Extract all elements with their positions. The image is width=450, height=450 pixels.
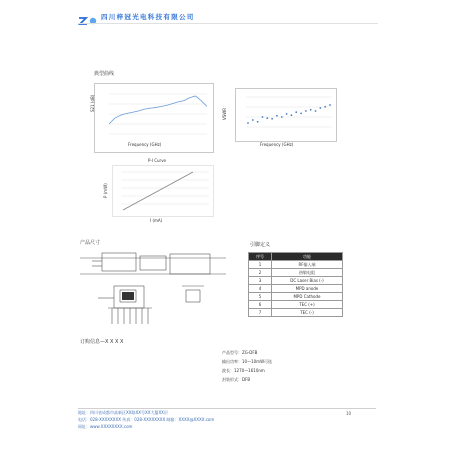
pin-number: 5 <box>249 293 272 301</box>
footer-divider <box>78 408 376 409</box>
s21-series-line <box>109 96 207 124</box>
pin-number: 2 <box>249 269 272 277</box>
pin-function: DC Laser Bias (-) <box>272 277 343 285</box>
vswr-point <box>266 117 268 119</box>
vswr-point <box>252 119 254 121</box>
vswr-point <box>310 109 312 111</box>
vswr-chart-plot <box>236 89 336 141</box>
pin-function: TEC (+) <box>272 301 343 309</box>
vswr-chart <box>235 88 337 142</box>
vswr-point <box>300 113 302 115</box>
vswr-point <box>295 111 297 113</box>
vswr-point <box>247 122 249 124</box>
pin-function: TEC (-) <box>272 309 343 317</box>
pi-series-line <box>123 172 193 210</box>
pin-function: RF输入端 <box>272 261 343 269</box>
pi-chart-plot <box>113 166 213 216</box>
pi-xlabel: I (mA) <box>150 218 163 223</box>
table-row <box>249 309 343 317</box>
pin-function: MPD Cathode <box>272 293 343 301</box>
vswr-ylabel: VSWR <box>222 107 227 120</box>
pin-number: 3 <box>249 277 272 285</box>
footer-contact: 电话：028-XXXXXXXX 传真：028-XXXXXXXX 邮箱：XXXX@XXXX.com <box>78 417 215 422</box>
table-row <box>249 269 343 277</box>
order-title: 订购信息—X X X X <box>80 339 124 345</box>
vswr-point <box>315 110 317 112</box>
vswr-point <box>319 107 321 109</box>
pi-chart-title: P-I Curve <box>148 158 167 163</box>
vswr-point <box>276 115 278 117</box>
pi-ylabel: P (mW) <box>103 183 108 198</box>
vswr-point <box>291 114 293 116</box>
pin-title: 引脚定义 <box>250 242 271 248</box>
vswr-point <box>329 104 331 106</box>
dimensions-title: 产品尺寸 <box>80 240 101 246</box>
table-row <box>249 301 343 309</box>
logo-mark-icon <box>78 16 100 26</box>
order-line: 输出功率：10—10mW可选 <box>222 359 273 364</box>
vswr-point <box>305 110 307 112</box>
order-line: 波长：1270—1610nm <box>222 368 265 373</box>
pin-number: 4 <box>249 285 272 293</box>
table-row <box>249 285 343 293</box>
table-row <box>249 277 343 285</box>
table-row <box>249 293 343 301</box>
vswr-point <box>324 106 326 108</box>
table-row <box>249 261 343 269</box>
pi-chart <box>112 165 214 217</box>
dimension-drawing <box>78 248 228 338</box>
pin-col-number: 序号 <box>249 253 272 261</box>
company-name: 四川梓冠光电科技有限公司 <box>101 13 195 21</box>
vswr-point <box>281 116 283 118</box>
pin-col-function: 功能 <box>272 253 343 261</box>
vswr-point <box>257 121 259 123</box>
pin-table-header <box>249 253 343 261</box>
s21-xlabel: Frequency (GHz) <box>128 142 162 147</box>
pin-number: 1 <box>249 261 272 269</box>
curves-title: 典型曲线 <box>94 71 115 77</box>
order-line: 产品型号：ZG-DFB <box>222 350 258 355</box>
vswr-xlabel: Frequency (GHz) <box>260 142 294 147</box>
vswr-point <box>271 118 273 120</box>
pin-table <box>248 252 343 317</box>
footer-website[interactable]: 网址：www.XXXXXXXX.com <box>78 424 133 429</box>
s21-ylabel: S21 (dB) <box>90 94 95 112</box>
vswr-point <box>286 113 288 115</box>
pin-function: 热敏电阻 <box>272 269 343 277</box>
header-divider <box>78 23 378 24</box>
vswr-point <box>262 116 264 118</box>
pin-function: MPD anode <box>272 285 343 293</box>
pin-number: 7 <box>249 309 272 317</box>
pin-number: 6 <box>249 301 272 309</box>
order-line: 封装形式：DFB <box>222 377 251 382</box>
page-number: 10 <box>346 411 352 416</box>
footer-address: 地址：四川省成都市高新区XX路XX号XX大厦XX层 <box>78 410 168 415</box>
